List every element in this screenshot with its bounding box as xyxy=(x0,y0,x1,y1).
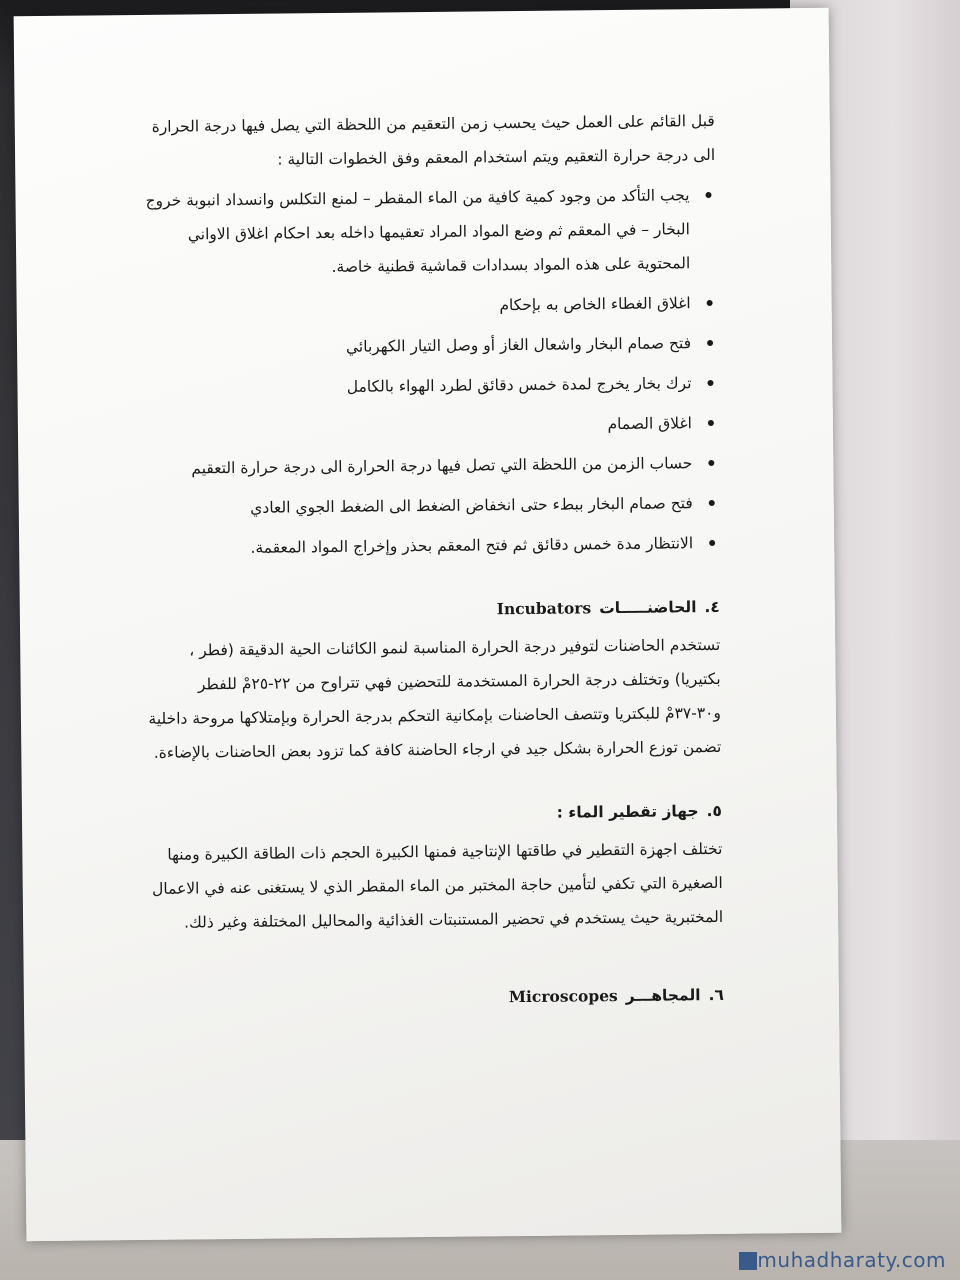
section-5-title-ar: جهاز تقطير الماء : xyxy=(556,802,699,822)
bullet-icon xyxy=(709,540,715,546)
section-6-title-ar: المجاهـــر xyxy=(625,986,701,1005)
bullet-icon xyxy=(708,420,714,426)
step-item: يجب التأكد من وجود كمية كافية من الماء المقطر – لمنع التكلس وانسداد انبوبة خروج البخار – في المعقم ثم وضع المواد المراد تعقيمها داخله بعد احكام اغلاق الاواني المحتوية على هذه المواد بسدادات قماشية قطنية خاصة. xyxy=(135,178,716,286)
section-4-title-en: Incubators xyxy=(496,598,592,619)
document-page xyxy=(14,8,842,1241)
step-item: ترك بخار يخرج لمدة خمس دقائق لطرد الهواء بالكامل xyxy=(137,366,717,406)
section-4-title-ar: الحاضنـــــات xyxy=(599,598,697,618)
section-4-heading xyxy=(140,590,720,630)
step-item: فتح صمام البخار ببطء حتى انخفاض الضغط الى الضغط الجوي العادي xyxy=(139,486,719,526)
step-item: اغلاق الغطاء الخاص به بإحكام xyxy=(137,286,717,326)
sterilization-steps xyxy=(135,178,719,566)
section-5-heading xyxy=(142,794,722,834)
section-6-number: ٦. xyxy=(708,985,724,1005)
section-6-heading xyxy=(144,978,724,1018)
site-watermark xyxy=(735,1248,946,1272)
section-4-body: تستخدم الحاضنات لتوفير درجة الحرارة المناسبة لنمو الكائنات الحية الدقيقة (فطر ، بكتيريا) وتختلف درجة الحرارة المستخدمة للتحضين فهي تتراوح من ٢٢-٢٥مْ للفطر و٣٠-٣٧مْ للبكتريا وتتصف الحاضنات بإمكانية التحكم بدرجة الحرارة وبإمتلاكها مروحة داخلية تضمن توزع الحرارة بشكل جيد في ارجاء الحاضنة كافة كما تزود بعض الحاضنات بالإضاءة. xyxy=(148,635,722,762)
bullet-icon xyxy=(705,192,711,198)
section-6-title-en: Microscopes xyxy=(508,986,618,1007)
step-item: فتح صمام البخار واشعال الغاز أو وصل التيار الكهربائي xyxy=(137,326,717,366)
section-5-body: تختلف اجهزة التقطير في طاقتها الإنتاجية فمنها الكبيرة الحجم ذات الطاقة الكبيرة ومنها الصغيرة التي تكفي لتأمين حاجة المختبر من الماء المقطر الذي لا يستغنى عنه في الاعمال المختبرية حيث يستخدم في تحضير المستنبتات الغذائية والمحاليل المختلفة وغير ذلك. xyxy=(151,839,724,932)
step-item: اغلاق الصمام xyxy=(138,406,718,446)
watermark-text: muhadharaty.com xyxy=(757,1248,946,1272)
step-item: حساب الزمن من اللحظة التي تصل فيها درجة الحرارة الى درجة حرارة التعقيم xyxy=(138,446,718,486)
bullet-icon xyxy=(709,500,715,506)
bullet-icon xyxy=(708,460,714,466)
page-content xyxy=(135,104,725,1022)
section-4-number: ٤. xyxy=(704,597,720,617)
section-5-number: ٥. xyxy=(706,801,723,821)
watermark-logo-icon xyxy=(739,1252,757,1270)
bullet-icon xyxy=(707,380,713,386)
step-item: الانتظار مدة خمس دقائق ثم فتح المعقم بحذر وإخراج المواد المعقمة. xyxy=(139,526,719,566)
intro-line-2: الى درجة حرارة التعقيم ويتم استخدام المعقم وفق الخطوات التالية : xyxy=(277,145,716,169)
bullet-icon xyxy=(707,300,713,306)
intro-line-1: قبل القائم على العمل حيث يحسب زمن التعقيم من اللحظة التي يصل فيها درجة الحرارة xyxy=(151,111,715,136)
bullet-icon xyxy=(707,340,713,346)
